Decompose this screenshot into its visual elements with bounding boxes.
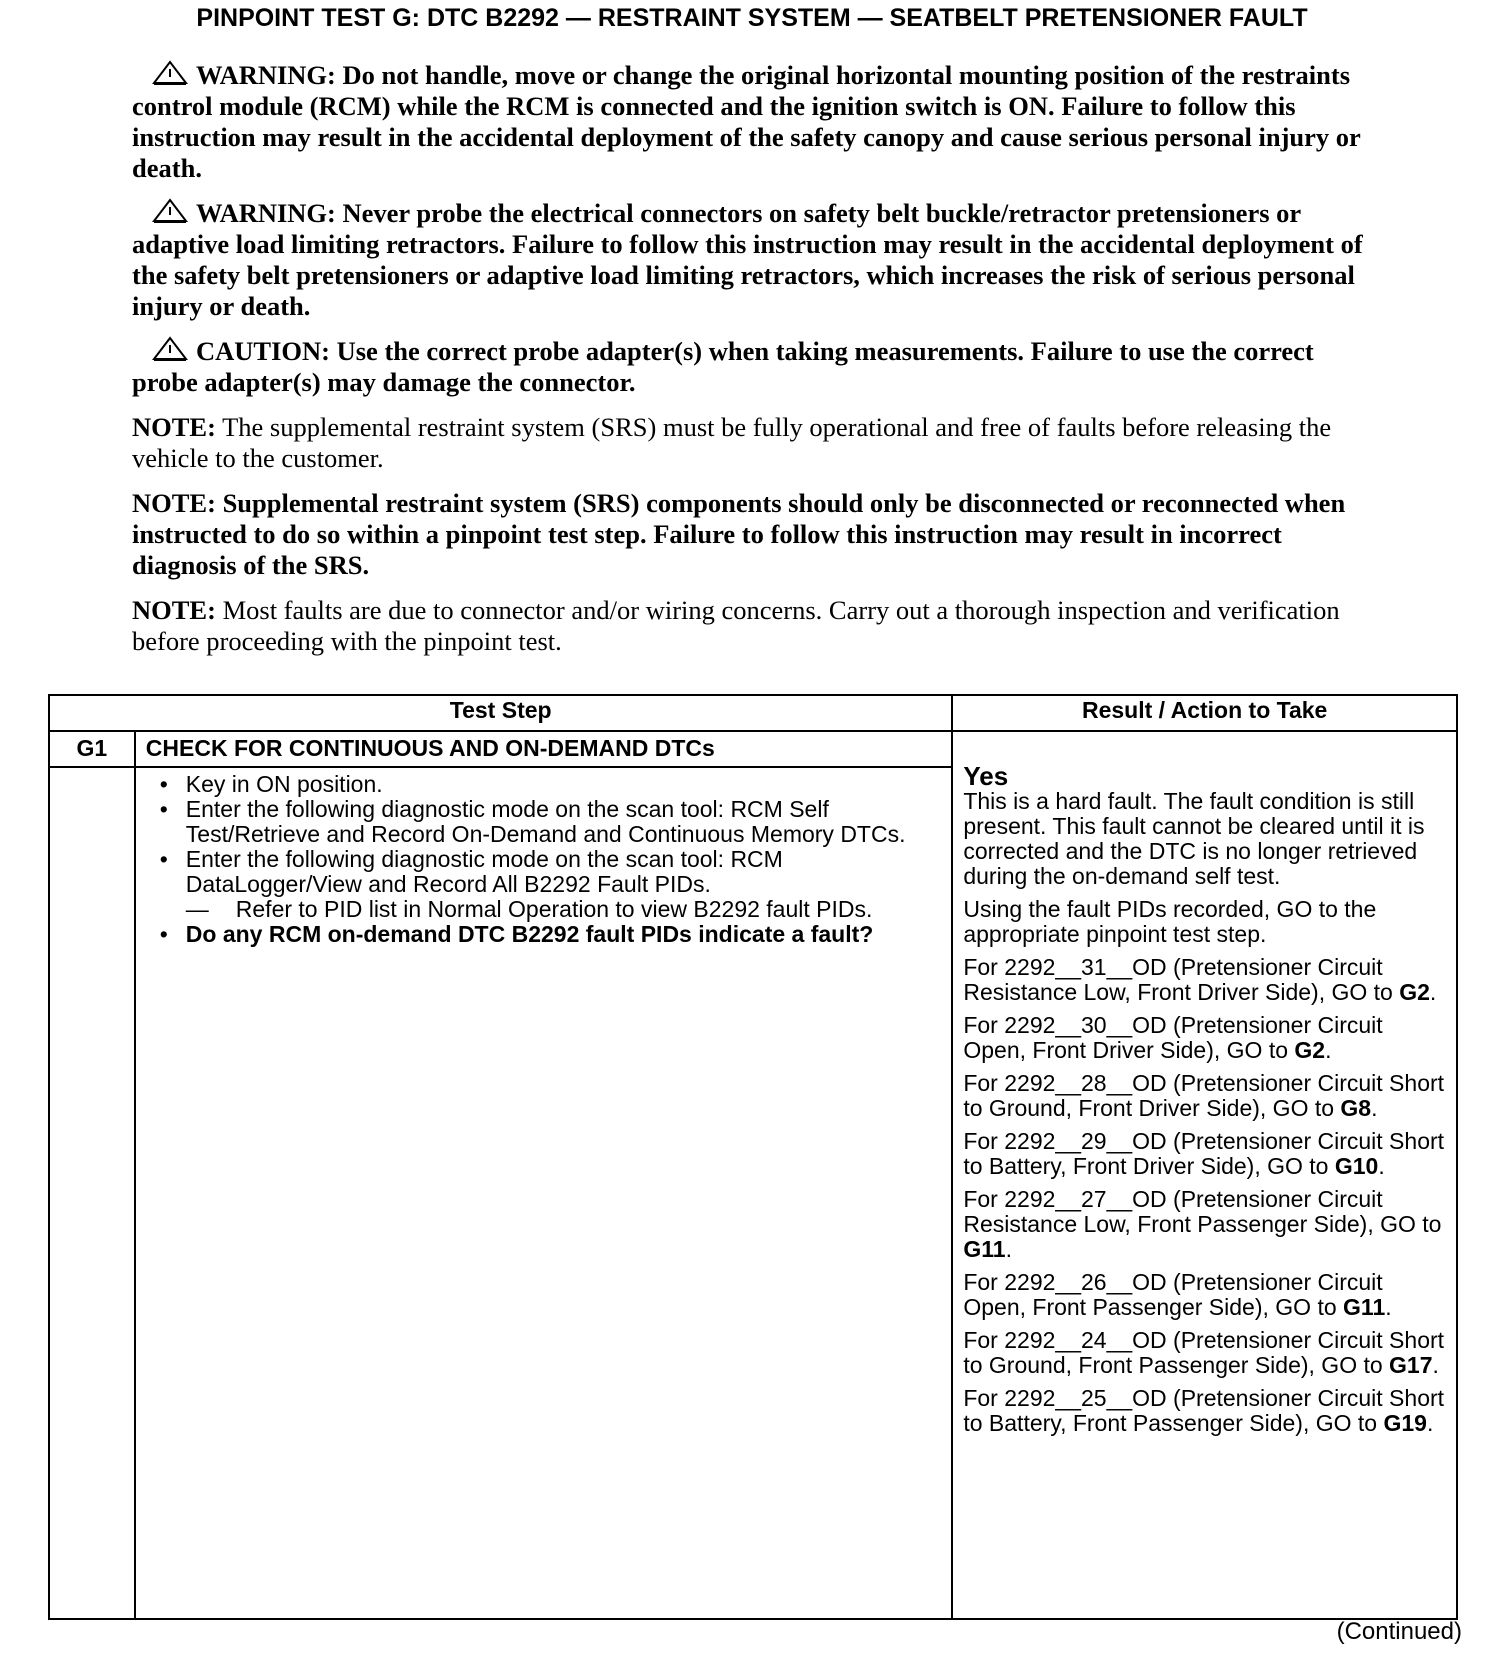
using-text: Using the fault PIDs recorded, GO to the appropriate pinpoint test step. xyxy=(963,896,1377,947)
action-target: G11 xyxy=(1343,1294,1386,1320)
list-item: • Key in ON position. xyxy=(186,772,942,797)
action-text: For 2292__24__OD (Pretensioner Circuit Short to Ground, Front Passenger Side), GO to xyxy=(963,1327,1445,1378)
action-item: For 2292__30__OD (Pretensioner Circuit Open, Front Driver Side), GO to G2. xyxy=(963,1012,1383,1063)
warning-note-2 xyxy=(132,198,1372,322)
continued-label: (Continued) xyxy=(1336,1618,1462,1645)
page-title: PINPOINT TEST G: DTC B2292 — RESTRAINT SYSTEM — SEATBELT PRETENSIONER FAULT xyxy=(196,4,1308,32)
step-id: G1 xyxy=(49,731,135,767)
action-text: For 2292__25__OD (Pretensioner Circuit Short to Battery, Front Passenger Side), GO to xyxy=(963,1385,1445,1436)
action-item: For 2292__31__OD (Pretensioner Circuit Resistance Low, Front Driver Side), GO to G2. xyxy=(963,954,1437,1005)
yes-label: Yes xyxy=(963,761,1009,791)
list-item xyxy=(186,847,942,922)
note-text: Never probe the electrical connectors on safety belt buckle/retractor pretensioners or adaptive load limiting retractors. Failure to follow this instruction may result in the accidental deployment of the safety belt pretensioners or adaptive load limiting retractors, which increases the risk of serious personal injury or death. xyxy=(132,198,1363,321)
result-cell xyxy=(952,731,1457,1619)
step-bullets xyxy=(146,772,942,947)
pinpoint-test-table xyxy=(48,694,1458,1620)
note-label: NOTE: xyxy=(132,595,216,625)
warning-triangle-icon xyxy=(152,60,188,86)
note-3 xyxy=(132,595,1372,657)
action-target: G2 xyxy=(1399,979,1430,1005)
action-target: G8 xyxy=(1340,1095,1372,1121)
action-target: G2 xyxy=(1294,1037,1326,1063)
note-text: Supplemental restraint system (SRS) components should only be disconnected or reconnected when instructed to do so within a pinpoint test step. Failure to follow this instruction may result in incorrect diagnosis of the SRS. xyxy=(132,488,1346,580)
action-item: For 2292__29__OD (Pretensioner Circuit Short to Battery, Front Driver Side), GO to G10. xyxy=(963,1128,1445,1179)
table-header-row xyxy=(49,695,1457,731)
warning-triangle-icon xyxy=(152,198,188,224)
step-title-row xyxy=(49,731,1457,767)
warning-note-1 xyxy=(132,60,1372,184)
action-target: G17 xyxy=(1389,1352,1433,1378)
action-item: For 2292__28__OD (Pretensioner Circuit Short to Ground, Front Driver Side), GO to G8. xyxy=(963,1070,1445,1121)
action-target: G19 xyxy=(1383,1410,1427,1436)
action-item: For 2292__26__OD (Pretensioner Circuit Open, Front Passenger Side), GO to G11. xyxy=(963,1269,1392,1320)
action-text: For 2292__30__OD (Pretensioner Circuit Open, Front Driver Side), GO to xyxy=(963,1012,1383,1063)
action-text: For 2292__26__OD (Pretensioner Circuit Open, Front Passenger Side), GO to xyxy=(963,1269,1383,1320)
action-text: For 2292__31__OD (Pretensioner Circuit Resistance Low, Front Driver Side), GO to xyxy=(963,954,1393,1005)
note-text: The supplemental restraint system (SRS) must be fully operational and free of faults before releasing the vehicle to the customer. xyxy=(132,412,1332,473)
sub-bullets xyxy=(186,897,942,922)
note-label: NOTE: xyxy=(132,412,216,442)
note-label: CAUTION: xyxy=(196,336,330,366)
header-result: Result / Action to Take xyxy=(952,695,1457,731)
note-text: Use the correct probe adapter(s) when taking measurements. Failure to use the correct probe adapter(s) may damage the connector. xyxy=(132,336,1314,397)
step-question xyxy=(186,922,942,947)
action-text: For 2292__28__OD (Pretensioner Circuit Short to Ground, Front Driver Side), GO to xyxy=(963,1070,1445,1121)
step-id-spacer xyxy=(49,767,135,1619)
action-item: For 2292__25__OD (Pretensioner Circuit Short to Battery, Front Passenger Side), GO to G19. xyxy=(963,1385,1445,1436)
note-text: Most faults are due to connector and/or wiring concerns. Carry out a thorough inspection and verification before proceeding with the pinpoint test. xyxy=(132,595,1340,656)
action-item: For 2292__27__OD (Pretensioner Circuit Resistance Low, Front Passenger Side), GO to G11. xyxy=(963,1186,1442,1262)
list-item-text: Enter the following diagnostic mode on the scan tool: RCM DataLogger/View and Record All B2292 Fault PIDs. xyxy=(185,846,783,897)
action-target: G10 xyxy=(1334,1153,1379,1179)
sub-list-item: — Refer to PID list in Normal Operation to view B2292 fault PIDs. xyxy=(236,897,942,922)
header-test-step: Test Step xyxy=(49,695,952,731)
warning-triangle-icon xyxy=(152,336,188,362)
action-item: For 2292__24__OD (Pretensioner Circuit Short to Ground, Front Passenger Side), GO to G17. xyxy=(963,1327,1445,1378)
action-text: For 2292__29__OD (Pretensioner Circuit Short to Battery, Front Driver Side), GO to xyxy=(963,1128,1445,1179)
action-text: For 2292__27__OD (Pretensioner Circuit Resistance Low, Front Passenger Side), GO to xyxy=(963,1186,1442,1237)
notes-section xyxy=(132,60,1372,671)
step-content xyxy=(135,767,953,1619)
list-item: • Enter the following diagnostic mode on the scan tool: RCM Self Test/Retrieve and Record On-Demand and Continuous Memory DTCs. xyxy=(186,797,942,847)
note-2 xyxy=(132,488,1372,581)
note-label: NOTE: xyxy=(132,488,216,518)
note-text: Do not handle, move or change the original horizontal mounting position of the restraints control module (RCM) while the RCM is connected and the ignition switch is ON. Failure to follow this instruction may result in the accidental deployment of the safety canopy and cause serious personal injury or death. xyxy=(132,60,1361,183)
action-target: G11 xyxy=(963,1236,1006,1262)
question-text: Do any RCM on-demand DTC B2292 fault PIDs indicate a fault? xyxy=(185,921,874,947)
note-label: WARNING: xyxy=(196,60,336,90)
note-label: WARNING: xyxy=(196,198,336,228)
step-title: CHECK FOR CONTINUOUS AND ON-DEMAND DTCs xyxy=(135,731,953,767)
note-1 xyxy=(132,412,1372,474)
caution-note xyxy=(132,336,1372,398)
yes-text: This is a hard fault. The fault condition is still present. This fault cannot be cleared until it is corrected and the DTC is no longer retrieved during the on-demand self test. xyxy=(963,788,1425,889)
